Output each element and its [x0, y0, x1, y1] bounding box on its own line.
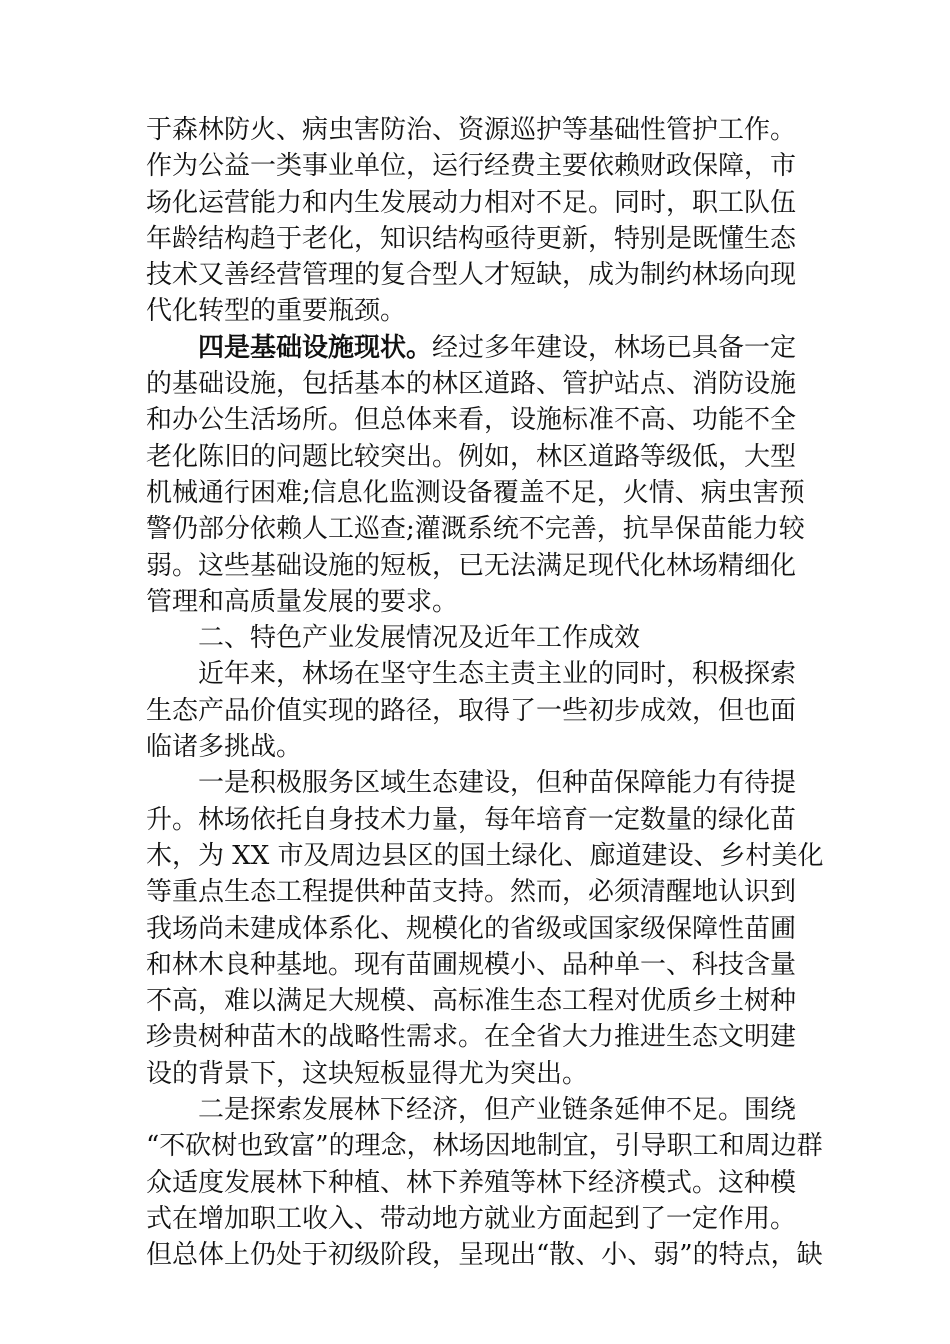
paragraph-1-line-4: 年龄结构趋于老化，知识结构亟待更新，特别是既懂生态: [146, 223, 797, 254]
paragraph-2-line-3: 和办公生活场所。但总体来看，设施标准不高、功能不全: [146, 405, 797, 436]
paragraph-5-line-2: “不砍树也致富”的理念，林场因地制宜，引导职工和周边群: [146, 1131, 823, 1162]
paragraph-5-line-4: 式在增加职工收入、带动地方就业方面起到了一定作用。: [146, 1203, 797, 1234]
paragraph-3-line-1: 近年来，林场在坚守生态主责主业的同时，积极探索: [198, 659, 797, 690]
paragraph-4: [146, 765, 824, 1092]
paragraph-1: [146, 112, 810, 330]
paragraph-2-line-4: 老化陈旧的问题比较突出。例如，林区道路等级低，大型: [146, 441, 797, 472]
paragraph-5-line-1: 二是探索发展林下经济，但产业链条延伸不足。围绕: [198, 1095, 797, 1126]
paragraph-2-line-6: 警仍部分依赖人工巡查;灌溉系统不完善，抗旱保苗能力较: [146, 514, 805, 545]
paragraph-2-line-2: 的基础设施，包括基本的林区道路、管护站点、消防设施: [146, 369, 797, 400]
paragraph-4-line-8: 珍贵树种苗木的战略性需求。在全省大力推进生态文明建: [146, 1022, 797, 1053]
paragraph-2-line-1-text: 经过多年建设，林场已具备一定: [432, 332, 797, 363]
paragraph-3-line-2: 生态产品价值实现的路径，取得了一些初步成效，但也面: [146, 695, 797, 726]
paragraph-4-line-3: 木，为 XX 市及周边县区的国土绿化、廊道建设、乡村美化: [146, 840, 824, 871]
paragraph-4-line-5: 我场尚未建成体系化、规模化的省级或国家级保障性苗圃: [146, 913, 797, 944]
paragraph-2-line-1: [146, 330, 810, 366]
paragraph-2-line-5: 机械通行困难;信息化监测设备覆盖不足，火情、病虫害预: [146, 477, 805, 508]
paragraph-2-line-7: 弱。这些基础设施的短板，已无法满足现代化林场精细化: [146, 550, 797, 581]
paragraph-1-line-5: 技术又善经营管理的复合型人才短缺，成为制约林场向现: [146, 260, 797, 291]
paragraph-4-line-9: 设的背景下，这块短板显得尤为突出。: [146, 1058, 589, 1089]
paragraph-5-line-3: 众适度发展林下种植、林下养殖等林下经济模式。这种模: [146, 1167, 797, 1198]
paragraph-4-line-7: 不高，难以满足大规模、高标准生态工程对优质乡土树种: [146, 986, 797, 1017]
paragraph-1-line-2: 作为公益一类事业单位，运行经费主要依赖财政保障，市: [146, 151, 797, 182]
paragraph-4-line-2: 升。林场依托自身技术力量，每年培育一定数量的绿化苗: [146, 804, 797, 835]
paragraph-4-line-4: 等重点生态工程提供种苗支持。然而，必须清醒地认识到: [146, 877, 797, 908]
section-heading: 二、特色产业发展情况及近年工作成效: [198, 623, 641, 654]
paragraph-5-line-5: 但总体上仍处于初级阶段，呈现出“散、小、弱”的特点，缺: [146, 1240, 823, 1271]
paragraph-2: [146, 330, 810, 620]
paragraph-1-line-3: 场化运营能力和内生发展动力相对不足。同时，职工队伍: [146, 187, 797, 218]
paragraph-5: [146, 1092, 823, 1273]
paragraph-2-heading: 四是基础设施现状。: [198, 332, 433, 363]
paragraph-3-line-3: 临诸多挑战。: [146, 732, 303, 763]
document-body: [146, 112, 824, 1274]
paragraph-2-line-8: 管理和高质量发展的要求。: [146, 586, 459, 617]
paragraph-4-line-6: 和林木良种基地。现有苗圃规模小、品种单一、科技含量: [146, 949, 797, 980]
paragraph-1-line-1: 于森林防火、病虫害防治、资源巡护等基础性管护工作。: [146, 115, 797, 145]
paragraph-3: [146, 656, 810, 765]
paragraph-4-line-1: 一是积极服务区域生态建设，但种苗保障能力有待提: [198, 768, 797, 799]
paragraph-1-line-6: 代化转型的重要瓶颈。: [146, 296, 407, 327]
